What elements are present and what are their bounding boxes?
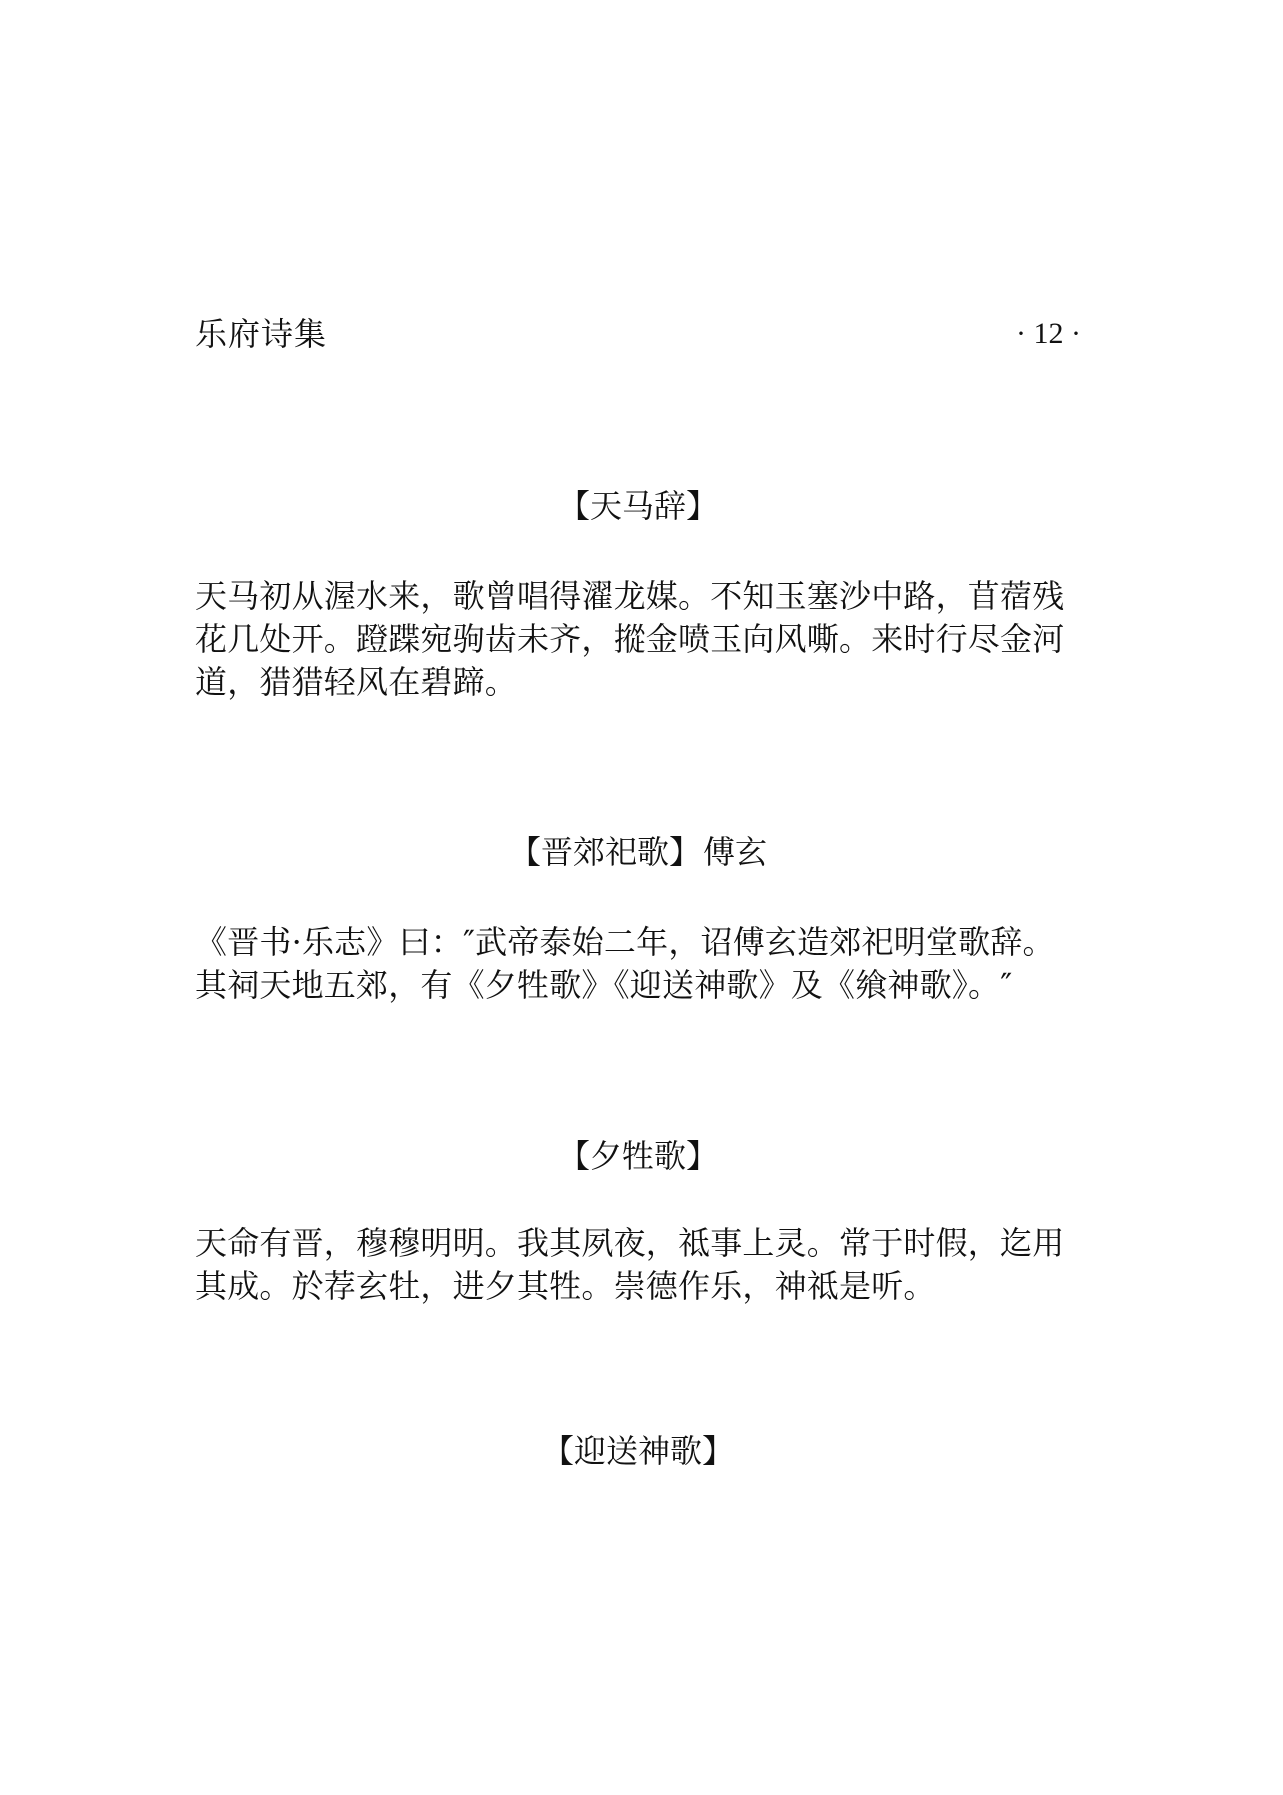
page-header xyxy=(195,312,1081,356)
section-title-xisheng xyxy=(195,1134,1081,1178)
section-title-yingsong-shen xyxy=(195,1429,1081,1473)
paragraph-xisheng xyxy=(195,1222,1095,1308)
text-line: 天马初从渥水来，歌曾唱得濯龙媒。不知玉塞沙中路，苜蓿残 xyxy=(195,577,1065,615)
page-number: · 12 · xyxy=(1016,317,1081,350)
text-line: 其祠天地五郊，有《夕牲歌》《迎送神歌》及《飨神歌》。″ xyxy=(195,966,1013,1004)
text-line: 花几处开。蹬蹀宛驹齿未齐，摐金喷玉向风嘶。来时行尽金河 xyxy=(195,620,1065,658)
text-line: 其成。於荐玄牡，进夕其牲。崇德作乐，神祗是听。 xyxy=(195,1267,936,1305)
paragraph-jin-jiaosi xyxy=(195,921,1095,1007)
paragraph-tianma xyxy=(195,575,1095,704)
section-title-text: 【夕牲歌】 xyxy=(557,1137,718,1175)
text-line: 道，猎猎轻风在碧蹄。 xyxy=(195,663,518,701)
section-title-text: 【迎送神歌】 xyxy=(541,1432,734,1470)
section-title-tianma xyxy=(195,484,1081,528)
text-line: 天命有晋，穆穆明明。我其夙夜，祗事上灵。常于时假，迄用 xyxy=(195,1224,1065,1262)
section-title-text: 【晋郊祀歌】 xyxy=(508,833,701,871)
author-name: 傅玄 xyxy=(703,833,768,871)
text-line: 《晋书·乐志》曰：″武帝泰始二年，诏傅玄造郊祀明堂歌辞。 xyxy=(195,923,1055,961)
book-title: 乐府诗集 xyxy=(195,315,328,353)
section-title-text: 【天马辞】 xyxy=(557,487,718,525)
section-title-jin-jiaosi xyxy=(195,830,1081,874)
